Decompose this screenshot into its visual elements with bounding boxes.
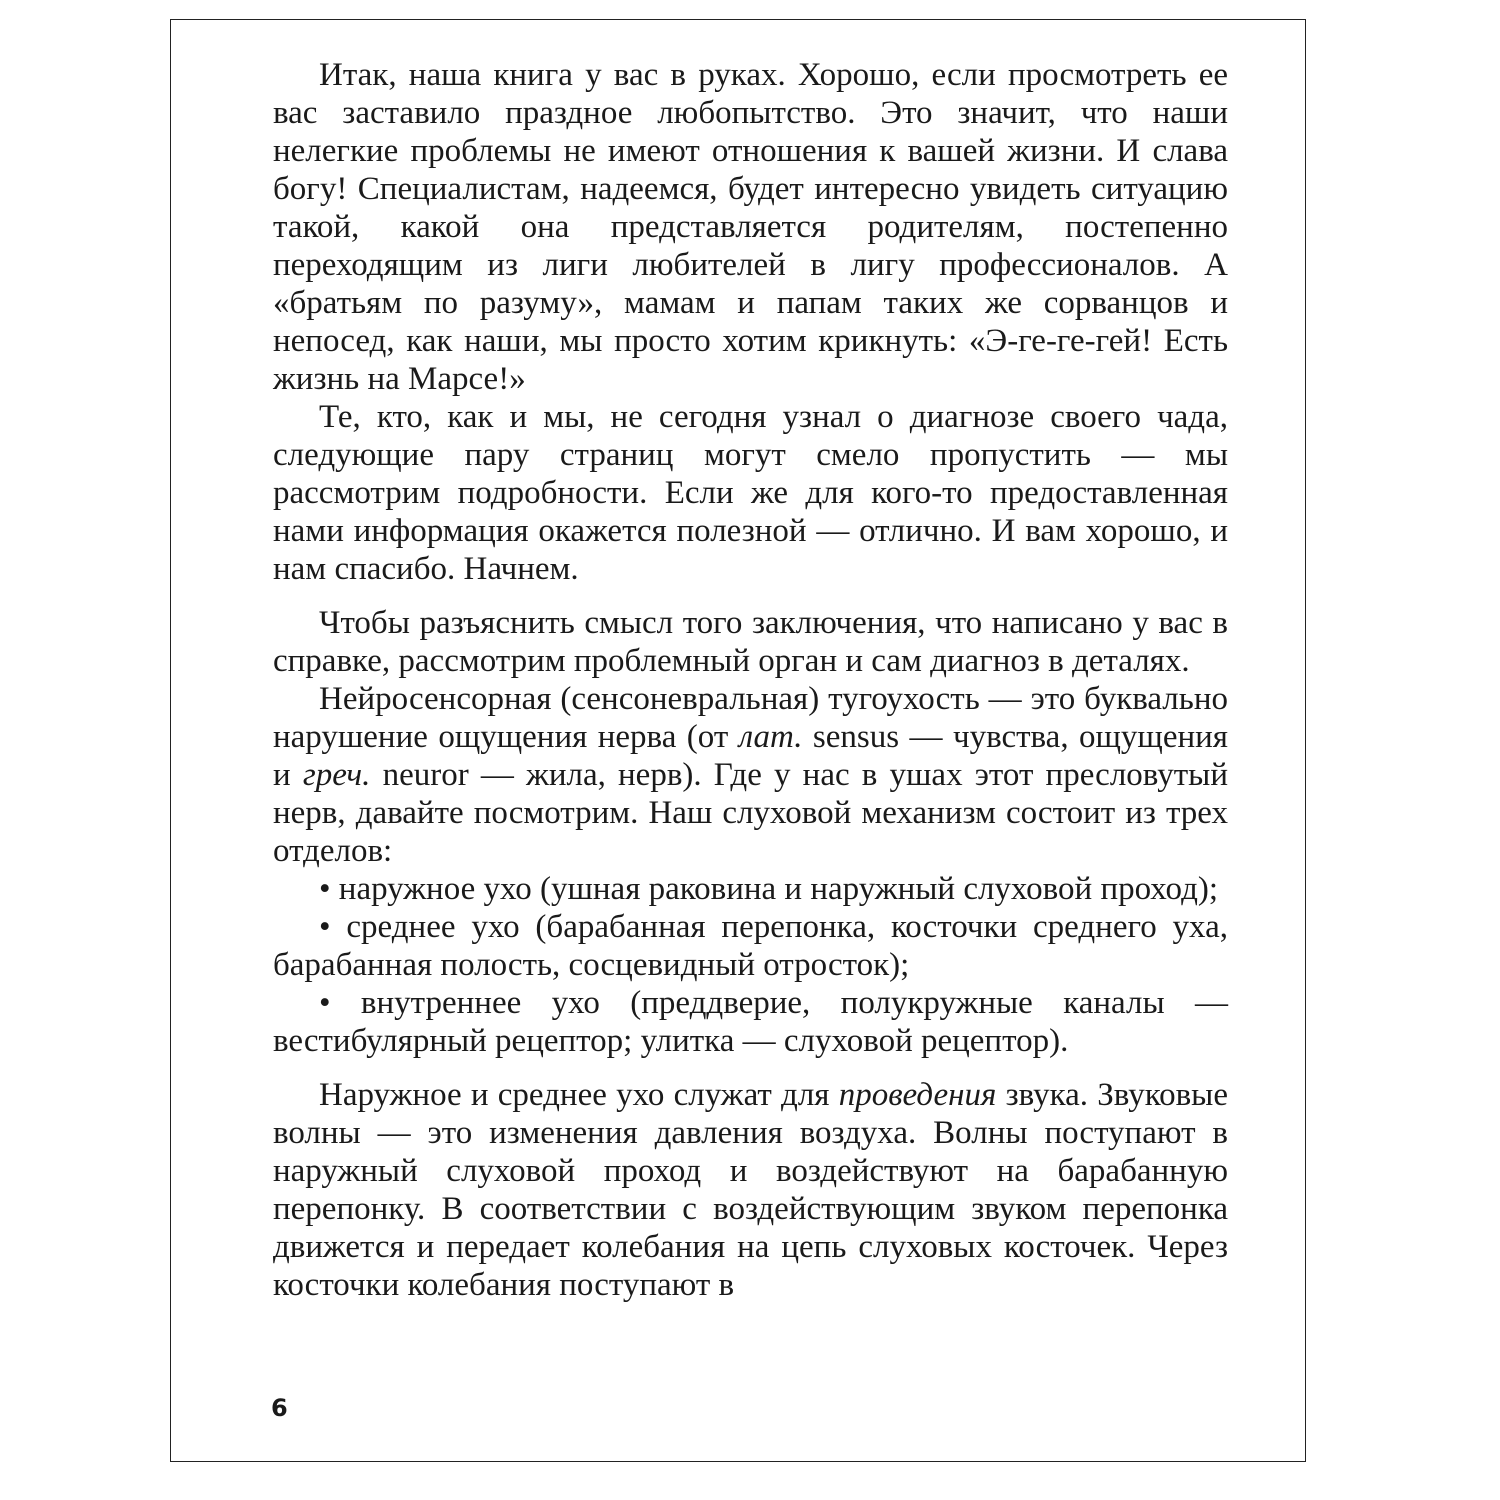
definition-text-1: Нейросенсорная (сенсоневральная) тугоухость — это буквально нарушение ощущения нерва (от <box>273 681 1228 755</box>
list-item-middle-ear: • среднее ухо (барабанная перепонка, косточки среднего уха, барабанная полость, сосцевидный отросток); <box>273 909 1228 983</box>
page-number: 6 <box>271 1394 288 1422</box>
definition-italic-lat: лат. <box>738 719 803 755</box>
paragraph-intro: Итак, наша книга у вас в руках. Хорошо, если просмотреть ее вас заставило праздное любопытство. Это значит, что наши нелегкие проблемы не имеют отношения к вашей жизни. И слава богу! Специалистам, надеемся, будет интересно увидеть ситуацию такой, какой она представляется родителям, постепенно переходящим из лиги любителей в лигу профессионалов. А «братьям по разуму», мамам и папам таких же сорванцов и непосед, как наши, мы просто хотим крикнуть: «Э-ге-ге-гей! Есть жизнь на Марсе!» <box>273 57 1228 397</box>
definition-text-2: sensus — чувства, ощущения и <box>273 719 1228 793</box>
paragraph-diagnosis-intro: Чтобы разъяснить смысл того заключения, что написано у вас в справке, рассмотрим проблемный орган и сам диагноз в деталях. <box>273 605 1228 679</box>
list-item-inner-ear: • внутреннее ухо (преддверие, полукружные каналы — вестибулярный рецептор; улитка — слуховой рецептор). <box>273 985 1228 1059</box>
book-page <box>170 19 1306 1462</box>
page-body <box>273 56 1228 1304</box>
definition-italic-greek: греч. <box>302 757 371 793</box>
list-item-outer-ear: • наружное ухо (ушная раковина и наружный слуховой проход); <box>319 871 1219 907</box>
definition-text-3: neuror — жила, нерв). Где у нас в ушах этот пресловутый нерв, давайте посмотрим. Наш слуховой механизм состоит из трех отделов: <box>273 757 1228 869</box>
paragraph-sound-conduction <box>273 1076 1228 1304</box>
conduction-text-2: звука. Звуковые волны — это изменения давления воздуха. Волны поступают в наружный слуховой проход и воздействуют на барабанную перепонку. В соответствии с воздействующим звуком перепонка движется и передает колебания на цепь слуховых косточек. Через косточки колебания поступают в <box>273 1077 1228 1303</box>
paragraph-skip-notice: Те, кто, как и мы, не сегодня узнал о диагнозе своего чада, следующие пару страниц могут смело пропустить — мы рассмотрим подробности. Если же для кого-то предоставленная нами информация окажется полезной — отлично. И вам хорошо, и нам спасибо. Начнем. <box>273 399 1228 587</box>
paragraph-definition <box>273 680 1228 870</box>
conduction-text-1: Наружное и среднее ухо служат для <box>319 1077 839 1113</box>
conduction-italic: проведения <box>838 1077 997 1113</box>
